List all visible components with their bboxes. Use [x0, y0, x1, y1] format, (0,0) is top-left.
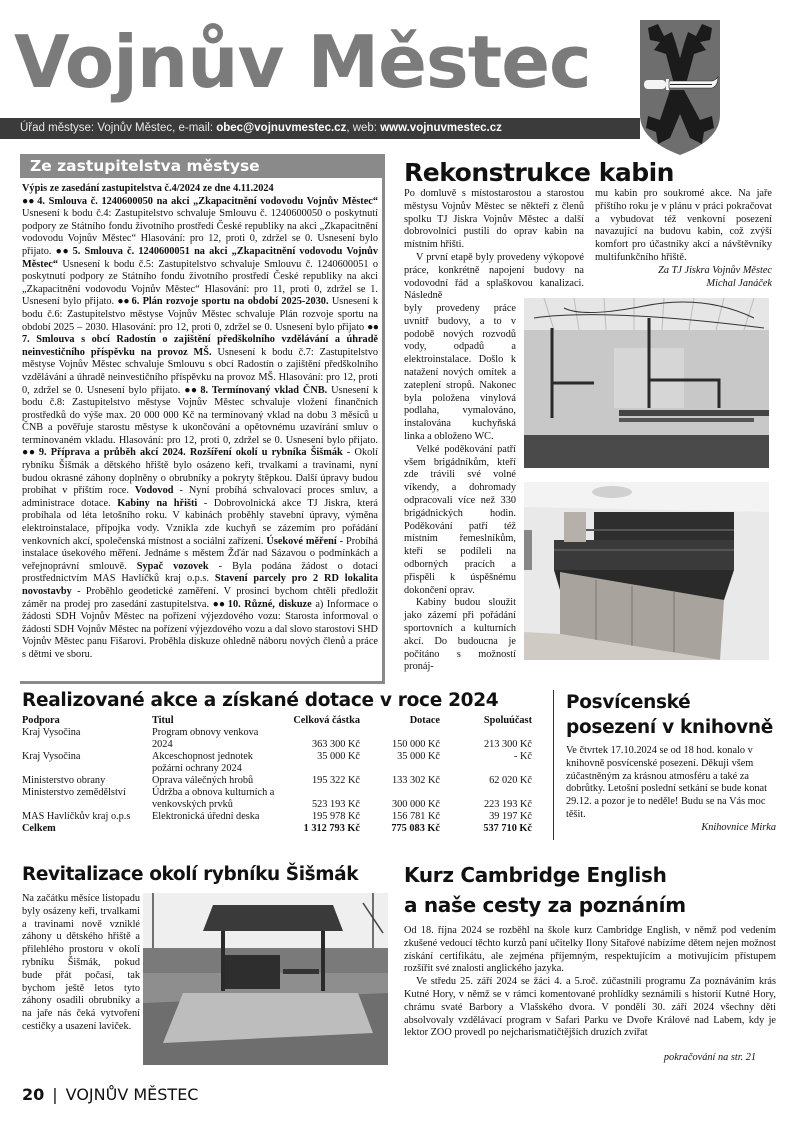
footer-publication-name: VOJNŮV MĚSTEC — [65, 1085, 199, 1104]
cell-total-label: Celkem — [22, 823, 56, 834]
item-title: 6. Plán rozvoje sportu na období 2025-2030. — [131, 296, 329, 308]
bullet: ●● — [22, 447, 39, 459]
item-text: - Probíhá instalace úsekového měření. Jednáme s městem Žďár nad Sázavou o podmínkách a veřejnoprávní smlouvě. — [22, 535, 378, 572]
cell-celkem: 35 000 Kč — [317, 751, 360, 762]
column-header: Podpora — [22, 715, 60, 726]
column-header: Dotace — [409, 715, 440, 726]
cambridge-title — [404, 860, 784, 920]
posv-title-line2: posezení v knihovně — [566, 717, 774, 738]
item-title: 4. Smlouva č. 1240600050 na akci „Zkapacitnění vodovodu Vojnův Městec“ — [37, 195, 379, 207]
cell-total-spoluucast: 537 710 Kč — [483, 823, 532, 834]
cell-empty — [152, 823, 280, 835]
kabin-title: Rekonstrukce kabin — [404, 158, 674, 187]
cell-total-celkem: 1 312 793 Kč — [303, 823, 360, 834]
item-title: Vodovod — [134, 485, 174, 497]
kabin-paragraph: Kabiny budou sloužit jako zázemí při pořádání sportovních a kulturních akcí. Do budoucna je počítáno s možností pronáj- — [404, 597, 516, 673]
cambridge-body — [404, 925, 776, 1040]
item-text: a) Informace o žádosti SDH Vojnův Městec na pořízení výjezdového vozu: Starosta informoval o žádosti SDH Vojnův Městec na pořízení výjezdového vozu a dal slovo starostovi SHD Vojnův Městec panu Fišarovi. Proběhla diskuze ohledně náboru nových členů a práce s dětmi ve sboru. — [22, 598, 378, 660]
item-text: - Nyní probíhá schvalovací proces smluv, a administrace dotace. — [22, 485, 378, 509]
footer-separator: | — [52, 1085, 58, 1104]
item-title: Sypač vozovek — [136, 560, 209, 572]
posv-title-line1: Posvícenské — [566, 692, 691, 713]
cambridge-paragraph: Od 18. října 2024 se rozběhl na škole kurz Cambridge English, v němž pod vedením zkušené vedoucí těchto kurzů paní učitelky Ilony Sitařové nabízíme dětem nejen možnost získání certifikátu, ale zejména příjemným, respektujícím a motivujícím přístupem rozšířit své znalosti anglického jazyka. — [404, 925, 776, 975]
council-section — [20, 154, 385, 684]
item-title: 9. Příprava a průběh akcí 2024. Rozšíření okolí u rybníka Šišmák — [38, 447, 343, 459]
item-text: Usnesení k bodu č.7: Zastupitelstvo městyse Vojnův Městec schvaluje Smlouvu s obcí Radostín o zajištění předškolního vzdělávání a úhradě neinvestičního příspěvku na provoz MŠ. Hlasování: pro 12, proti 0, zdržel se 0. Usnesení bylo přijato. — [22, 346, 378, 396]
cell-titul: Údržba a obnova kulturních a venkovských prvků — [152, 787, 275, 810]
column-divider — [553, 690, 554, 840]
council-body — [20, 178, 382, 662]
bullet: ●● — [367, 321, 378, 333]
continued-link[interactable]: pokračování na str. 21 — [663, 1052, 756, 1063]
cell-podpora: MAS Havlíčkův kraj o.p.s — [22, 811, 131, 822]
item-title: Stavení parcely pro 2 RD lokalita novostavby — [22, 573, 378, 597]
item-title: Kabiny na hřišti — [117, 497, 198, 509]
cell-spoluucast: - Kč — [513, 751, 532, 762]
kabin-column-1 — [404, 188, 584, 303]
table-row — [22, 811, 532, 823]
item-text: - Dobrovolnická akce TJ Jiskra, která probíhala od léta letošního roku. V kabinách proběhly stavební úpravy, výměna elektroinstalace, přípojka vody. Vznikla zde kuchyň se zázemím pro pořádání venkovních akcí, společenská místnost a sociální zařízení. — [22, 497, 378, 547]
revit-title: Revitalizace okolí rybníku Šišmák — [22, 864, 359, 885]
kabin-paragraph: V první etapě byly provedeny výkopové práce, konkrétně napojení budovy na vodovodní řád a splaškovou kanalizaci. Následně — [404, 251, 584, 302]
kabin-column-2 — [595, 188, 772, 290]
column-header: Celková částka — [293, 715, 360, 726]
item-text: Usnesení k bodu č.4: Zastupitelstvo schvaluje Smlouvu č. 1240600050 o poskytnutí podpory ze Státního fondu životního prostředí České republiky na akci „Zkapacitnění vodovodu Vojnův Městec“ Hlasování: pro 12, proti 0, zdržel se 0. Usnesení bylo přijato. — [22, 208, 378, 257]
posv-body — [566, 745, 776, 835]
cell-podpora: Ministerstvo obrany — [22, 775, 106, 786]
cambridge-title-line2: a naše cesty za poznáním — [404, 893, 686, 917]
cell-titul: Program obnovy venkova 2024 — [152, 727, 259, 750]
item-text: - Okolí rybníku Šišmák a dětského hřiště bylo osázeno keři, trvalkami a travinami, nyní budou okrasné záhony doplněny o obrubníky a pokryty štěpkou. Další úpravy budou probíhat v příštím roce. — [22, 447, 379, 497]
contact-prefix: Úřad městyse: Vojnův Městec, e-mail: — [20, 122, 217, 134]
cell-titul: Elektronická úřední deska — [152, 811, 260, 822]
bullet: ●● — [22, 195, 38, 207]
council-intro: Výpis ze zasedání zastupitelstva č.4/2024 ze dne 4.11.2024 — [22, 183, 274, 194]
bullet: ●● — [55, 245, 73, 257]
kabin-paragraph: byly provedeny práce uvnitř budovy, a to v podobě nových rozvodů vody, odpadů a elektroinstalace. Došlo k natažení nových omítek a zateplení stropů. Nakonec byla položena vinylová podlaha, vymalováno, instalována kuchyňská linka a obloženo WC. — [404, 303, 516, 442]
item-title: 5. Smlouva č. 1240600051 na akci „Zkapacitnění vodovodu Vojnův Městec“ — [22, 245, 378, 270]
dotace-title: Realizované akce a získané dotace v roce 2024 — [22, 690, 499, 711]
posv-signature: Knihovnice Mirka — [701, 821, 776, 833]
table-row — [22, 775, 532, 787]
item-title: 10. Různé, diskuze — [227, 598, 312, 610]
cell-titul: Oprava válečných hrobů — [152, 775, 254, 786]
contact-bar — [0, 118, 640, 139]
cell-podpora: Kraj Vysočina — [22, 727, 81, 738]
item-title: 8. Termínovaný vklad ČNB. — [200, 384, 328, 396]
item-text: Usnesení k bodu č.8: Zastupitelstvo městyse Vojnův Městec schvaluje vložení finančních prostředků do výše max. 20 000 000 Kč na termínovaný vklad na dobu 3 měsíců u ČNB a pověřuje starostu městyse k ukončování a opětovnému uzavírání smluv o termínovaném vkladu. Hlasování: pro 12, proti 0, zdržel se 0. Usnesení bylo přijato. — [22, 384, 379, 446]
coat-of-arms-icon — [640, 20, 720, 155]
column-header: Spoluúčast — [483, 715, 532, 726]
kabin-paragraph: Po domluvě s místostarostou a starostou městysu Vojnův Městec se někteří z členů spolku TJ Jiskra Vojnův Městec a další dobrovolníci pustili do oprav kabin na místním hřišti. — [404, 188, 584, 251]
photo-cabin-before — [524, 298, 769, 468]
item-text: - Proběhlo geodetické zaměření. V prosinci bychom chtěli předložit záměr na prodej pro zasedání zastupitelstva. — [22, 586, 378, 610]
item-title: Úsekové měření — [266, 535, 337, 547]
cambridge-paragraph: Ve středu 25. září 2024 se žáci 4. a 5.roč. zúčastnili programu Za poznáváním krás Kutné Hory, v němž se v rámci komentované prohlídky seznámili s historií Kutné Hory, chrámu svaté Barbory a Vlašského dvora. V pondělí 30. září 2024 všechny děti absolvovaly vzdělávací program v Safari Parku ve Dvoře Králové nad Labem, kdy je lektor ZOO provedl po nejcharismatičtějších druzích zvířat — [404, 976, 776, 1039]
photo-cabin-kitchen — [524, 482, 769, 660]
page-footer — [22, 1085, 198, 1104]
table-row — [22, 787, 532, 811]
cell-dotace: 156 781 Kč — [391, 811, 440, 822]
cell-dotace: 300 000 Kč — [391, 799, 440, 810]
item-text: Usnesení k bodu č.5: Zastupitelstvo schvaluje Smlouvu č. 1240600051 o poskytnutí podpory ze Státního fondu životního prostředí České republiky na akci „Zkapacitnění vodovodu Vojnův Městec“ Hlasování: pro 11, proti 0, zdržel se 1. Usnesení bylo přijato. — [22, 258, 378, 308]
bullet: ●● — [184, 384, 201, 396]
cell-celkem: 195 978 Kč — [311, 811, 360, 822]
page-number: 20 — [22, 1085, 45, 1104]
cell-podpora: Kraj Vysočina — [22, 751, 81, 762]
cell-dotace: 150 000 Kč — [391, 739, 440, 750]
web-prefix: , web: — [346, 122, 381, 134]
cell-celkem: 523 193 Kč — [311, 799, 360, 810]
kabin-paragraph: Velké poděkování patří všem brigádníkům, kteří zde trávili své volné víkendy, a dohromady odpracovali více než 330 brigádnických hodin. Poděkování patří též místním řemeslníkům, kteří se podíleli na odborných pracích a přispěli k úspěšnému dokončení oprav. — [404, 443, 516, 596]
cambridge-title-line1: Kurz Cambridge English — [404, 863, 667, 887]
cell-spoluucast: 223 193 Kč — [483, 799, 532, 810]
web-link[interactable]: www.vojnuvmestec.cz — [380, 122, 502, 134]
kabin-column-1-narrow — [404, 303, 516, 674]
masthead-title: Vojnův Městec — [14, 20, 591, 104]
kabin-signature-org: Za TJ Jiskra Vojnův Městec — [658, 264, 772, 276]
email-link[interactable]: obec@vojnuvmestec.cz — [216, 122, 347, 134]
revit-body: Na začátku měsíce listopadu byly osázeny keři, trvalkami a travinami nově vzniklé záhony u dětského hřiště a přilehlého prostoru v okolí rybníku Šišmák, pokud bude přát počasí, tak bychom ještě letos tyto záhony osadili obrubníky a na jaře nás čeká vytvoření cestičky a usazení laviček. — [22, 893, 140, 1032]
council-heading: Ze zastupitelstva městyse — [20, 154, 382, 178]
cell-total-dotace: 775 083 Kč — [391, 823, 440, 834]
council-items — [22, 196, 378, 662]
item-text: - Byla podána žádost o dotaci prostřednictvím MAS Havlíčků kraj o.p.s. — [22, 560, 379, 585]
kabin-signature-name: Michal Janáček — [706, 277, 772, 289]
table-row — [22, 727, 532, 751]
cell-podpora: Ministerstvo zemědělství — [22, 787, 126, 798]
kabin-paragraph: mu kabin pro soukromé akce. Na jaře příštího roku je v plánu v práci pokračovat a vybudovat též venkovní posezení navazující na budovu kabin, což zvýší komfort pro účastníky akcí a návštěvníky multifunkčního hřiště. — [595, 188, 772, 263]
column-header: Titul — [152, 715, 174, 726]
item-text: Usnesení k bodu č.6: Zastupitelstvo městyse Vojnův Městec schvaluje Plán rozvoje sportu na období 2025 – 2030. Hlasování: pro 12, proti 0, zdržel se 0. Usnesení bylo přijato — [22, 296, 379, 333]
cell-celkem: 363 300 Kč — [311, 739, 360, 750]
cell-dotace: 133 302 Kč — [391, 775, 440, 786]
dotace-table — [22, 715, 532, 835]
cell-celkem: 195 322 Kč — [311, 775, 360, 786]
posv-title — [566, 690, 786, 740]
bullet: ●● — [212, 598, 228, 610]
cell-spoluucast: 213 300 Kč — [483, 739, 532, 750]
cell-dotace: 35 000 Kč — [397, 751, 440, 762]
posv-paragraph: Ve čtvrtek 17.10.2024 se od 18 hod. konalo v knihovně posvícenské posezení. Děkuji všem zúčastněným za krásnou atmosféru a také za dobrůtky. Letošní poslední setkání se bude konat 29.12. a pozor je to neděle! Budu se na Vás moc těšit. — [566, 745, 767, 820]
bullet: ●● — [117, 296, 132, 308]
item-title: 7. Smlouva s obcí Radostín o zajištění předškolního vzdělávání a úhradě neinvestičního příspěvku na provoz MŠ. — [22, 334, 378, 358]
photo-pond-gazebo — [143, 893, 388, 1065]
table-row — [22, 751, 532, 775]
table-total-row — [22, 823, 532, 835]
table-header-row — [22, 715, 532, 727]
cell-spoluucast: 62 020 Kč — [489, 775, 532, 786]
cell-spoluucast: 39 197 Kč — [489, 811, 532, 822]
cell-titul: Akceschopnost jednotek požární ochrany 2024 — [152, 751, 253, 774]
